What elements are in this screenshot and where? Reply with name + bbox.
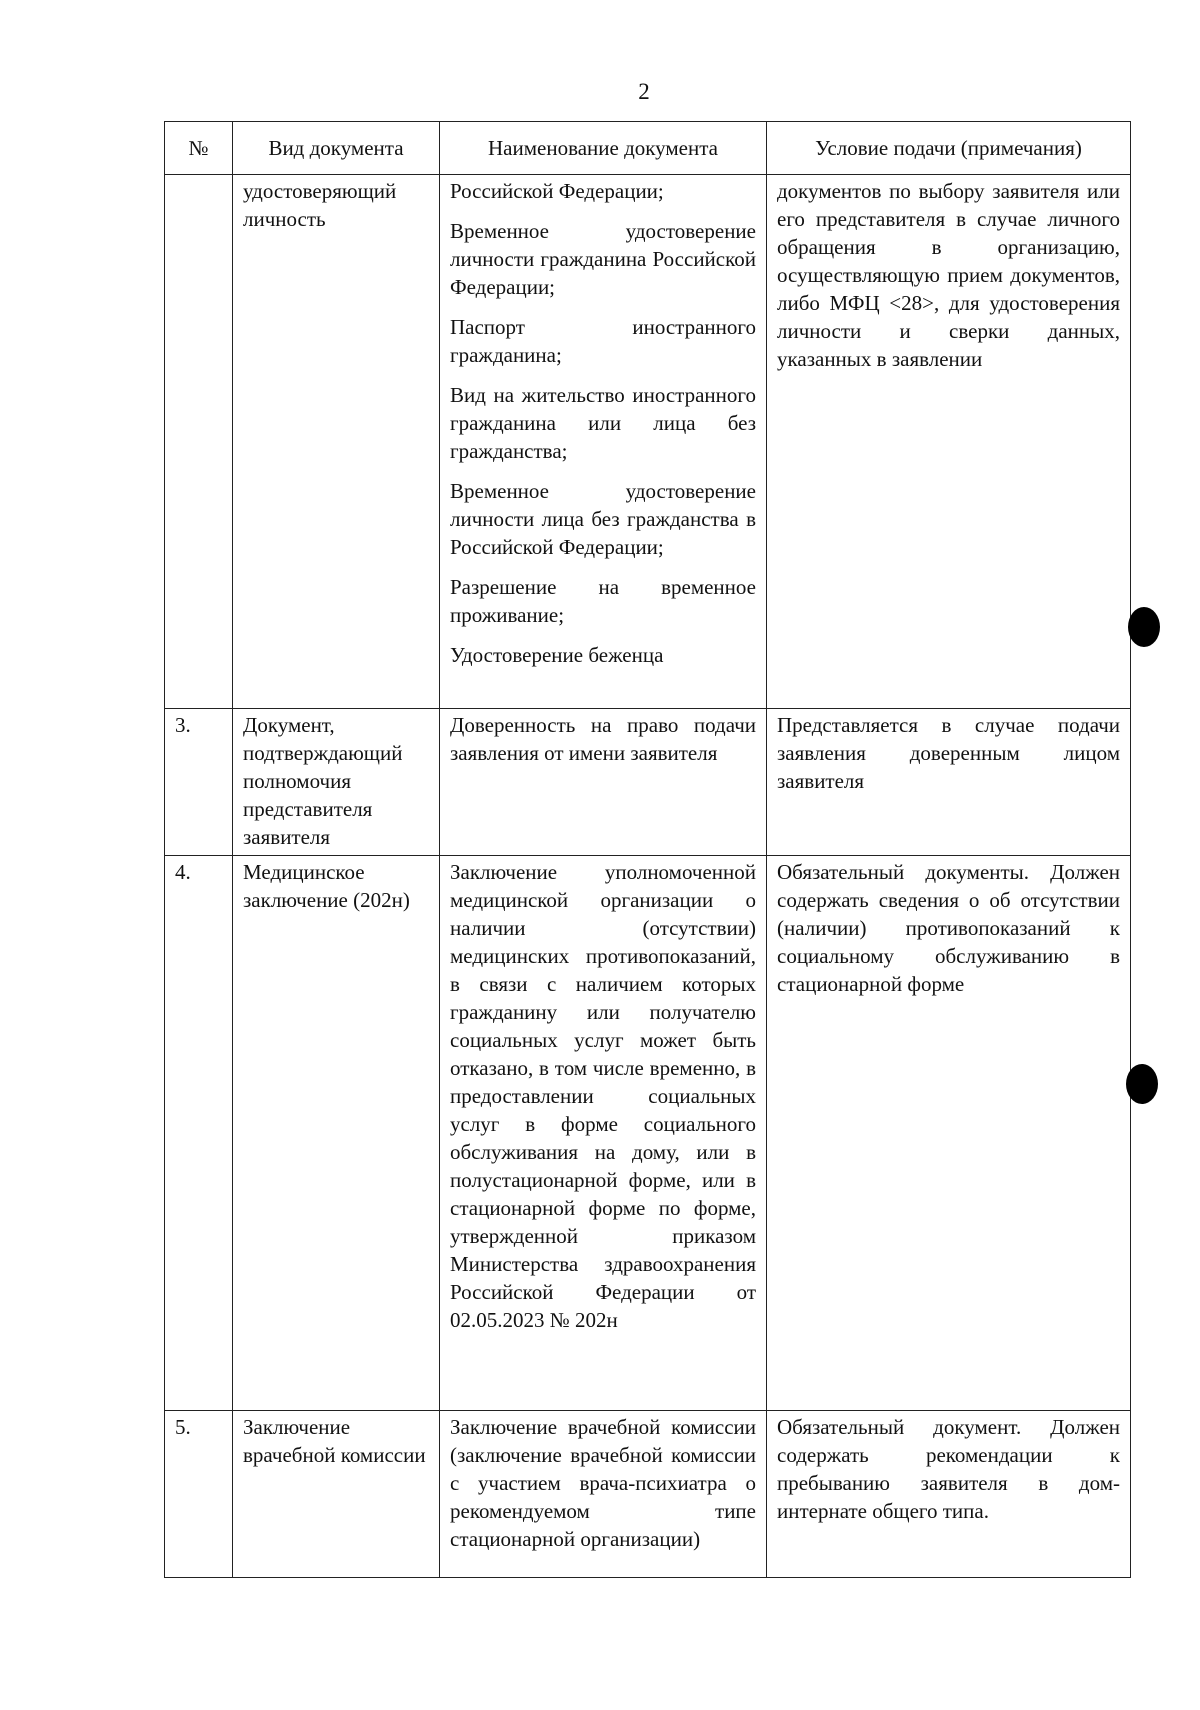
- doc-name-item: Удостоверение беженца: [450, 643, 664, 667]
- table-row: [165, 175, 1131, 709]
- row-doc-type: удостоверяющий личность: [233, 175, 440, 709]
- row-condition: [767, 856, 1131, 1411]
- row-condition: [767, 1411, 1131, 1578]
- table-header-row: [165, 122, 1131, 175]
- doc-name-item: Российской Федерации;: [450, 179, 664, 203]
- documents-table: [164, 121, 1131, 1578]
- condition-text: Представляется в случае подачи заявления доверенным лицом заявителя: [777, 713, 1120, 793]
- header-number: №: [165, 122, 233, 175]
- row-doc-names: [440, 856, 767, 1411]
- condition-text: Обязательный документы. Должен содержать сведения о об отсутствии (наличии) противопоказаний к социальному обслуживанию в стационарной форме: [777, 860, 1120, 996]
- row-condition: [767, 709, 1131, 856]
- header-condition: Условие подачи (примечания): [767, 122, 1131, 175]
- row-doc-names: [440, 1411, 767, 1578]
- doc-name-item: Заключение уполномоченной медицинской организации о наличии (отсутствии) медицинских противопоказаний, в связи с наличием которых гражданину или получателю социальных услуг может быть отказано, в том числе временно, в предоставлении социальных услуг в форме социального обслуживания на дому, или в полустационарной форме, или в стационарной форме по форме, утвержденной приказом Министерства здравоохранения Российской Федерации от 02.05.2023 № 202н: [450, 860, 756, 1332]
- doc-name-item: Временное удостоверение личности гражданина Российской Федерации;: [450, 219, 756, 299]
- row-condition: [767, 175, 1131, 709]
- doc-name-item: Вид на жительство иностранного гражданина или лица без гражданства;: [450, 383, 756, 463]
- row-doc-type: Медицинское заключение (202н): [233, 856, 440, 1411]
- doc-name-item: Паспорт иностранного гражданина;: [450, 315, 756, 367]
- doc-name-item: Временное удостоверение личности лица без гражданства в Российской Федерации;: [450, 479, 756, 559]
- row-number: 4.: [165, 856, 233, 1411]
- header-doc-type: Вид документа: [233, 122, 440, 175]
- row-number: [165, 175, 233, 709]
- table-row: [165, 856, 1131, 1411]
- row-doc-names: [440, 709, 767, 856]
- doc-name-item: Разрешение на временное проживание;: [450, 575, 756, 627]
- row-number: 5.: [165, 1411, 233, 1578]
- condition-text: документов по выбору заявителя или его представителя в случае личного обращения в организацию, осуществляющую прием документов, либо МФЦ <28>, для удостоверения личности и сверки данных, указанных в заявлении: [777, 179, 1120, 371]
- row-doc-names: [440, 175, 767, 709]
- page-number: 2: [638, 79, 650, 104]
- punch-hole-mark: [1128, 607, 1160, 647]
- table-row: [165, 709, 1131, 856]
- row-number: 3.: [165, 709, 233, 856]
- doc-name-item: Заключение врачебной комиссии (заключение врачебной комиссии с участием врача-психиатра о рекомендуемом типе стационарной организации): [450, 1415, 756, 1551]
- doc-name-item: Доверенность на право подачи заявления от имени заявителя: [450, 713, 756, 765]
- condition-text: Обязательный документ. Должен содержать рекомендации к пребыванию заявителя в дом-интернате общего типа.: [777, 1415, 1120, 1523]
- row-doc-type: Заключение врачебной комиссии: [233, 1411, 440, 1578]
- header-doc-name: Наименование документа: [440, 122, 767, 175]
- punch-hole-mark: [1126, 1064, 1158, 1104]
- row-doc-type: Документ, подтверждающий полномочия представителя заявителя: [233, 709, 440, 856]
- table-row: [165, 1411, 1131, 1578]
